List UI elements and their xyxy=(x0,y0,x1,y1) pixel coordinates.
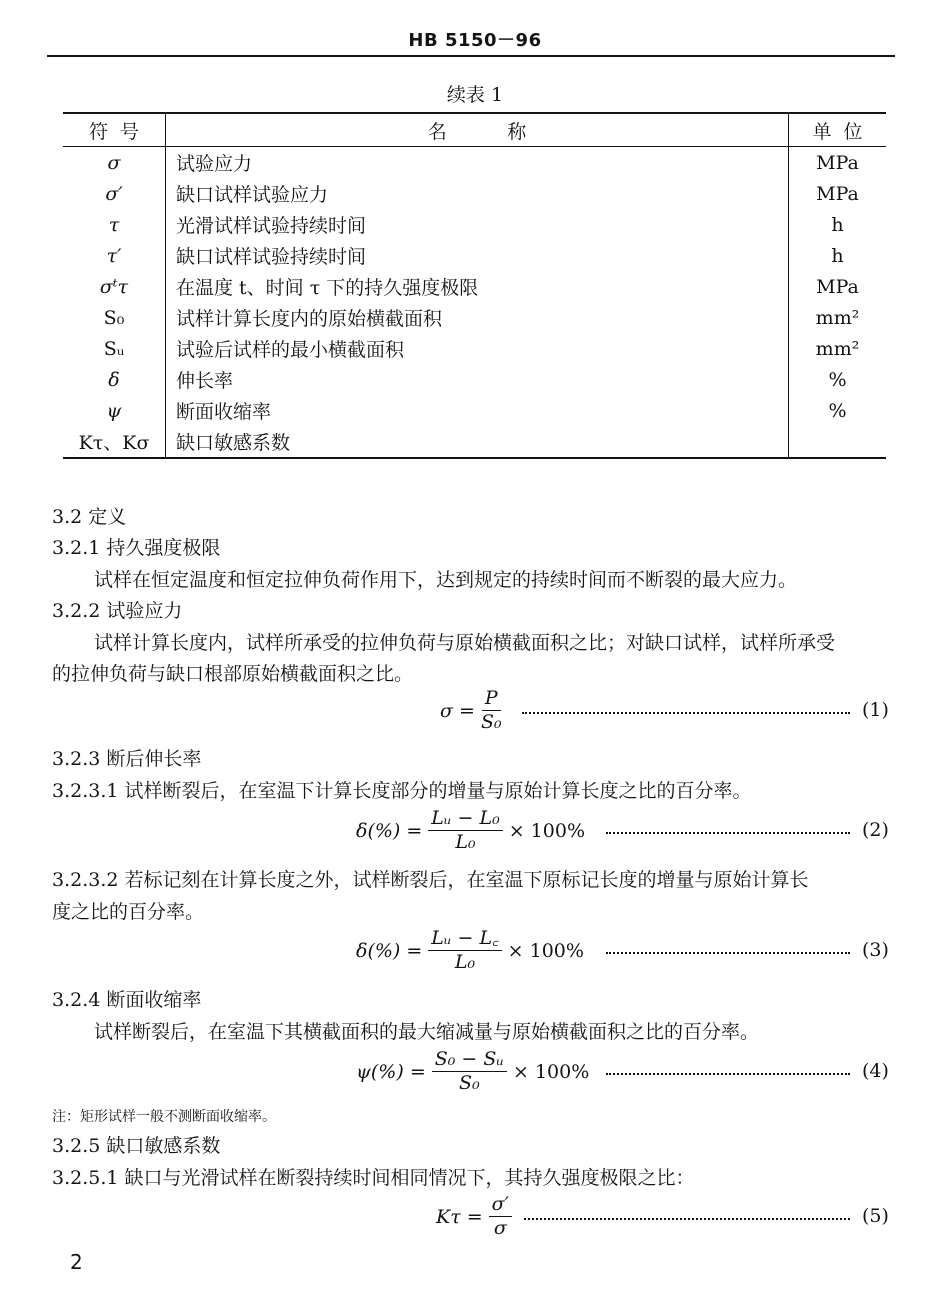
symbol-table xyxy=(63,112,886,459)
formula-1 xyxy=(440,688,508,733)
fraction xyxy=(428,928,501,973)
unit-cell: MPa xyxy=(816,182,859,205)
leader-dots xyxy=(524,1218,850,1220)
section-heading: 3.2 定义 xyxy=(52,506,127,528)
header-rule xyxy=(47,55,895,57)
section-heading: 3.2.1 持久强度极限 xyxy=(52,537,221,559)
name-cell: 缺口试样试验应力 xyxy=(166,178,789,209)
table-row xyxy=(63,209,886,240)
symbol-cell: τ′ xyxy=(63,240,166,271)
equation-number: (4) xyxy=(862,1060,889,1082)
paragraph-continuation: 的拉伸负荷与缺口根部原始横截面积之比。 xyxy=(52,663,414,685)
formula-lhs: δ(%) = xyxy=(356,819,423,842)
fraction xyxy=(481,688,502,733)
name-cell: 缺口敏感系数 xyxy=(166,426,789,458)
name-cell: 试样计算长度内的原始横截面积 xyxy=(166,302,789,333)
table-row xyxy=(63,364,886,395)
numerator: σ′ xyxy=(489,1194,512,1217)
name-cell: 伸长率 xyxy=(166,364,789,395)
formula-4 xyxy=(356,1049,589,1094)
denominator: L₀ xyxy=(454,951,476,973)
paragraph: 试样在恒定温度和恒定拉伸负荷作用下，达到规定的持续时间而不断裂的最大应力。 xyxy=(94,569,798,591)
equation-number: (3) xyxy=(862,939,889,961)
name-cell: 试验后试样的最小横截面积 xyxy=(166,333,789,364)
leader-dots xyxy=(606,952,850,954)
column-header-unit: 单 位 xyxy=(789,113,887,147)
table-row xyxy=(63,240,886,271)
table-header-row xyxy=(63,113,886,147)
unit-cell: mm² xyxy=(815,306,860,329)
denominator: S₀ xyxy=(480,711,502,733)
equation-number: (1) xyxy=(862,699,889,721)
paragraph: 3.2.5.1 缺口与光滑试样在断裂持续时间相同情况下，其持久强度极限之比： xyxy=(52,1167,695,1189)
formula-lhs: σ = xyxy=(440,699,475,722)
unit-cell: h xyxy=(831,244,844,267)
section-heading: 3.2.4 断面收缩率 xyxy=(52,989,202,1011)
name-cell: 光滑试样试验持续时间 xyxy=(166,209,789,240)
table-row xyxy=(63,147,886,179)
unit-cell: % xyxy=(828,368,847,391)
table-row xyxy=(63,426,886,458)
table-row xyxy=(63,302,886,333)
symbol-cell: Sᵤ xyxy=(63,333,166,364)
symbol-cell: δ xyxy=(63,364,166,395)
note-text: 注：矩形试样一般不测断面收缩率。 xyxy=(52,1109,276,1125)
paragraph: 3.2.3.1 试样断裂后，在室温下计算长度部分的增量与原始计算长度之比的百分率。 xyxy=(52,780,752,802)
equation-number: (2) xyxy=(862,819,889,841)
name-cell: 在温度 t、时间 τ 下的持久强度极限 xyxy=(166,271,789,302)
denominator: L₀ xyxy=(455,831,476,853)
column-header-name: 名 称 xyxy=(166,113,789,147)
symbol-cell: σ xyxy=(63,147,166,179)
name-cell: 试验应力 xyxy=(166,147,789,179)
unit-cell: MPa xyxy=(816,151,859,174)
paragraph: 试样断裂后，在室温下其横截面积的最大缩减量与原始横截面积之比的百分率。 xyxy=(94,1021,760,1043)
table-row xyxy=(63,395,886,426)
unit-cell: MPa xyxy=(816,275,859,298)
formula-tail: × 100% xyxy=(507,939,584,962)
symbol-cell: S₀ xyxy=(63,302,166,333)
column-header-symbol: 符 号 xyxy=(63,113,166,147)
table-row xyxy=(63,333,886,364)
fraction xyxy=(428,808,502,853)
section-heading: 3.2.5 缺口敏感系数 xyxy=(52,1135,221,1157)
paragraph: 试样计算长度内，试样所承受的拉伸负荷与原始横截面积之比；对缺口试样，试样所承受 xyxy=(94,632,836,654)
unit-cell: h xyxy=(831,213,844,236)
unit-cell: mm² xyxy=(815,337,860,360)
name-cell: 缺口试样试验持续时间 xyxy=(166,240,789,271)
formula-tail: × 100% xyxy=(512,1060,590,1083)
name-cell: 断面收缩率 xyxy=(166,395,789,426)
fraction xyxy=(489,1194,512,1239)
formula-lhs: Kτ = xyxy=(436,1205,483,1228)
unit-cell: % xyxy=(828,399,847,422)
paragraph-continuation: 度之比的百分率。 xyxy=(52,901,205,923)
fraction xyxy=(432,1049,507,1094)
symbol-cell: τ xyxy=(63,209,166,240)
symbol-cell: Kτ、Kσ xyxy=(63,426,166,458)
paragraph: 3.2.3.2 若标记刻在计算长度之外，试样断裂后，在室温下原标记长度的增量与原始计算长 xyxy=(52,869,809,891)
table-caption: 续表 1 xyxy=(446,84,504,106)
leader-dots xyxy=(606,1073,850,1075)
equation-number: (5) xyxy=(862,1205,889,1227)
section-heading: 3.2.2 试验应力 xyxy=(52,600,183,622)
numerator: Lᵤ − L꜀ xyxy=(428,928,501,951)
denominator: S₀ xyxy=(459,1072,480,1094)
formula-3 xyxy=(356,928,584,973)
unit-cell xyxy=(789,426,887,458)
document-code-header: HB 5150－96 xyxy=(408,30,542,51)
formula-lhs: ψ(%) = xyxy=(356,1060,426,1083)
denominator: σ xyxy=(493,1217,507,1239)
numerator: S₀ − Sᵤ xyxy=(432,1049,507,1072)
formula-5 xyxy=(436,1194,518,1239)
numerator: Lᵤ − L₀ xyxy=(428,808,502,831)
leader-dots xyxy=(522,712,850,714)
formula-lhs: δ(%) = xyxy=(356,939,423,962)
section-heading: 3.2.3 断后伸长率 xyxy=(52,748,202,770)
page-number: 2 xyxy=(70,1250,83,1274)
table-row xyxy=(63,178,886,209)
leader-dots xyxy=(606,832,850,834)
table-row xyxy=(63,271,886,302)
symbol-cell: σ′ xyxy=(63,178,166,209)
symbol-cell: σᵗτ xyxy=(63,271,166,302)
formula-tail: × 100% xyxy=(508,819,585,842)
formula-2 xyxy=(356,808,585,853)
symbol-cell: ψ xyxy=(63,395,166,426)
numerator: P xyxy=(482,688,501,711)
